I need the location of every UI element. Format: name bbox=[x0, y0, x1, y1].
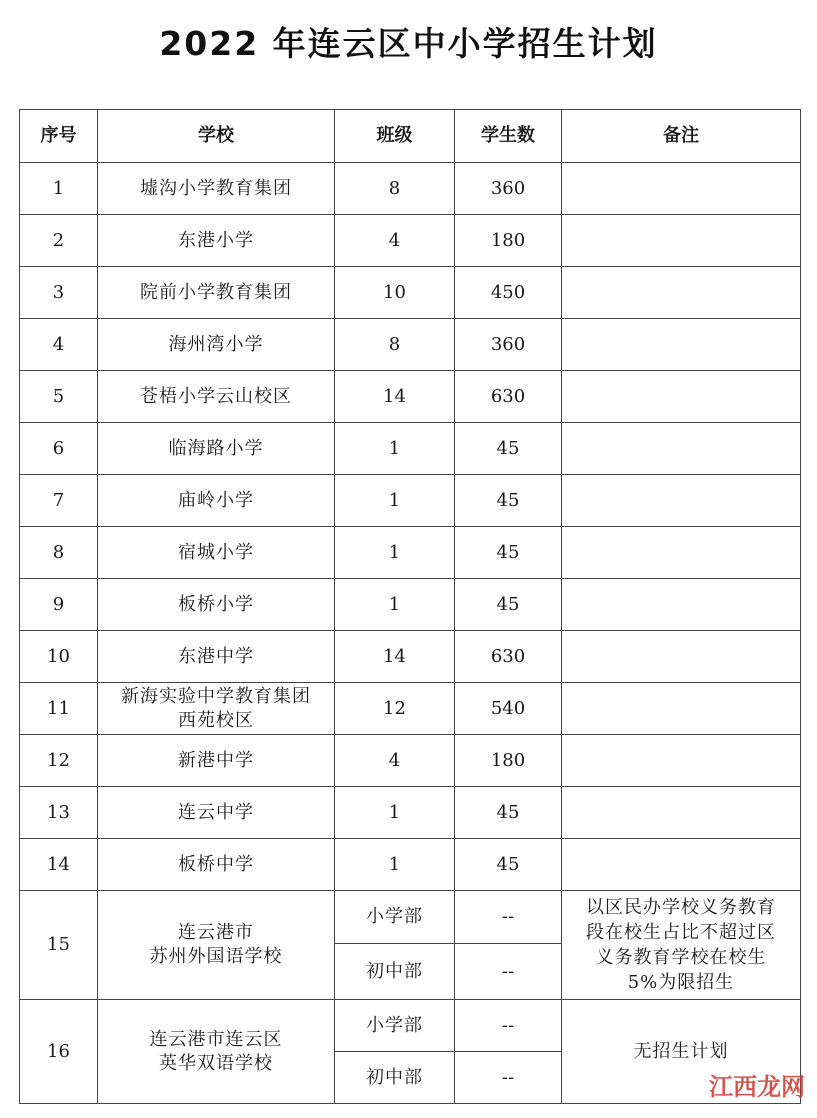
cell-school: 板桥小学 bbox=[98, 579, 335, 631]
cell-school: 宿城小学 bbox=[98, 527, 335, 579]
cell-school: 东港小学 bbox=[98, 215, 335, 267]
cell-note bbox=[562, 683, 801, 735]
school-line-1: 新海实验中学教育集团 bbox=[121, 685, 311, 707]
cell-school: 新港中学 bbox=[98, 735, 335, 787]
cell-note bbox=[562, 787, 801, 839]
page-title: 2022 年连云区中小学招生计划 bbox=[159, 24, 658, 63]
cell-students: -- bbox=[455, 1000, 562, 1052]
cell-note bbox=[562, 839, 801, 891]
cell-classes: 4 bbox=[335, 735, 455, 787]
cell-seq: 4 bbox=[20, 319, 98, 371]
cell-seq: 6 bbox=[20, 423, 98, 475]
cell-classes: 1 bbox=[335, 527, 455, 579]
cell-note bbox=[562, 371, 801, 423]
cell-classes: 1 bbox=[335, 423, 455, 475]
cell-note bbox=[562, 527, 801, 579]
cell-note bbox=[562, 215, 801, 267]
cell-students: 45 bbox=[455, 787, 562, 839]
cell-note bbox=[562, 267, 801, 319]
cell-school: 板桥中学 bbox=[98, 839, 335, 891]
school-line-2: 西苑校区 bbox=[178, 709, 254, 731]
cell-students: -- bbox=[455, 1052, 562, 1104]
cell-students: 45 bbox=[455, 423, 562, 475]
watermark-logo: 江西龙网 bbox=[709, 1073, 805, 1101]
table-row bbox=[20, 319, 801, 371]
cell-seq: 16 bbox=[20, 1000, 98, 1104]
cell-classes: 14 bbox=[335, 631, 455, 683]
cell-seq: 15 bbox=[20, 891, 98, 1000]
table-row bbox=[20, 735, 801, 787]
cell-students: 45 bbox=[455, 839, 562, 891]
cell-classes: 1 bbox=[335, 475, 455, 527]
cell-note bbox=[562, 631, 801, 683]
table-row bbox=[20, 1000, 801, 1052]
cell-students: -- bbox=[455, 944, 562, 1000]
cell-seq: 12 bbox=[20, 735, 98, 787]
cell-seq: 1 bbox=[20, 163, 98, 215]
cell-classes: 10 bbox=[335, 267, 455, 319]
cell-seq: 14 bbox=[20, 839, 98, 891]
cell-students: 450 bbox=[455, 267, 562, 319]
cell-school: 临海路小学 bbox=[98, 423, 335, 475]
cell-students: 630 bbox=[455, 371, 562, 423]
table-row bbox=[20, 683, 801, 735]
cell-dept: 初中部 bbox=[335, 1052, 455, 1104]
cell-seq: 3 bbox=[20, 267, 98, 319]
cell-school: 庙岭小学 bbox=[98, 475, 335, 527]
header-notes: 备注 bbox=[562, 110, 801, 163]
cell-students: 630 bbox=[455, 631, 562, 683]
cell-classes: 1 bbox=[335, 839, 455, 891]
cell-note bbox=[562, 163, 801, 215]
header-school: 学校 bbox=[98, 110, 335, 163]
cell-seq: 10 bbox=[20, 631, 98, 683]
cell-students: -- bbox=[455, 891, 562, 944]
table-row bbox=[20, 527, 801, 579]
cell-students: 360 bbox=[455, 163, 562, 215]
cell-students: 45 bbox=[455, 475, 562, 527]
cell-seq: 2 bbox=[20, 215, 98, 267]
cell-seq: 5 bbox=[20, 371, 98, 423]
cell-students: 180 bbox=[455, 735, 562, 787]
cell-classes: 1 bbox=[335, 579, 455, 631]
cell-school: 墟沟小学教育集团 bbox=[98, 163, 335, 215]
cell-students: 45 bbox=[455, 579, 562, 631]
note-line-1: 以区民办学校义务教育 bbox=[586, 897, 776, 918]
cell-seq: 13 bbox=[20, 787, 98, 839]
cell-note bbox=[562, 735, 801, 787]
note-line-2: 段在校生占比不超过区 bbox=[586, 922, 776, 943]
cell-students: 360 bbox=[455, 319, 562, 371]
school-line-1: 连云港市连云区 bbox=[149, 1028, 283, 1050]
cell-school bbox=[98, 1000, 335, 1104]
table-row bbox=[20, 371, 801, 423]
table-row bbox=[20, 579, 801, 631]
cell-classes: 12 bbox=[335, 683, 455, 735]
cell-note bbox=[562, 579, 801, 631]
table-row bbox=[20, 631, 801, 683]
cell-school: 东港中学 bbox=[98, 631, 335, 683]
table-header-row bbox=[20, 110, 801, 163]
table-row bbox=[20, 423, 801, 475]
cell-seq: 8 bbox=[20, 527, 98, 579]
table-row bbox=[20, 891, 801, 944]
note-line-3: 义务教育学校在校生 bbox=[595, 947, 767, 968]
cell-classes: 4 bbox=[335, 215, 455, 267]
cell-school: 院前小学教育集团 bbox=[98, 267, 335, 319]
table-row bbox=[20, 839, 801, 891]
cell-seq: 7 bbox=[20, 475, 98, 527]
cell-school bbox=[98, 891, 335, 1000]
school-line-2: 苏州外国语学校 bbox=[149, 946, 283, 967]
cell-classes: 8 bbox=[335, 163, 455, 215]
note-line-4: 5%为限招生 bbox=[627, 972, 735, 993]
cell-dept: 小学部 bbox=[335, 891, 455, 944]
cell-classes: 8 bbox=[335, 319, 455, 371]
table-row bbox=[20, 787, 801, 839]
table-row bbox=[20, 475, 801, 527]
cell-students: 540 bbox=[455, 683, 562, 735]
header-seq: 序号 bbox=[20, 110, 98, 163]
cell-dept: 小学部 bbox=[335, 1000, 455, 1052]
cell-school: 海州湾小学 bbox=[98, 319, 335, 371]
school-line-2: 英华双语学校 bbox=[159, 1052, 273, 1074]
cell-students: 180 bbox=[455, 215, 562, 267]
cell-classes: 1 bbox=[335, 787, 455, 839]
header-students: 学生数 bbox=[455, 110, 562, 163]
cell-note bbox=[562, 423, 801, 475]
cell-note bbox=[562, 475, 801, 527]
cell-classes: 14 bbox=[335, 371, 455, 423]
cell-note bbox=[562, 891, 801, 1000]
cell-school: 苍梧小学云山校区 bbox=[98, 371, 335, 423]
cell-school bbox=[98, 683, 335, 735]
table-row bbox=[20, 163, 801, 215]
cell-students: 45 bbox=[455, 527, 562, 579]
cell-seq: 9 bbox=[20, 579, 98, 631]
header-classes: 班级 bbox=[335, 110, 455, 163]
cell-note: 无招生计划 bbox=[562, 1000, 801, 1104]
cell-dept: 初中部 bbox=[335, 944, 455, 1000]
cell-school: 连云中学 bbox=[98, 787, 335, 839]
cell-seq: 11 bbox=[20, 683, 98, 735]
cell-note bbox=[562, 319, 801, 371]
table-row bbox=[20, 267, 801, 319]
school-line-1: 连云港市 bbox=[178, 922, 254, 943]
table-row bbox=[20, 215, 801, 267]
enrollment-table bbox=[19, 109, 801, 1104]
